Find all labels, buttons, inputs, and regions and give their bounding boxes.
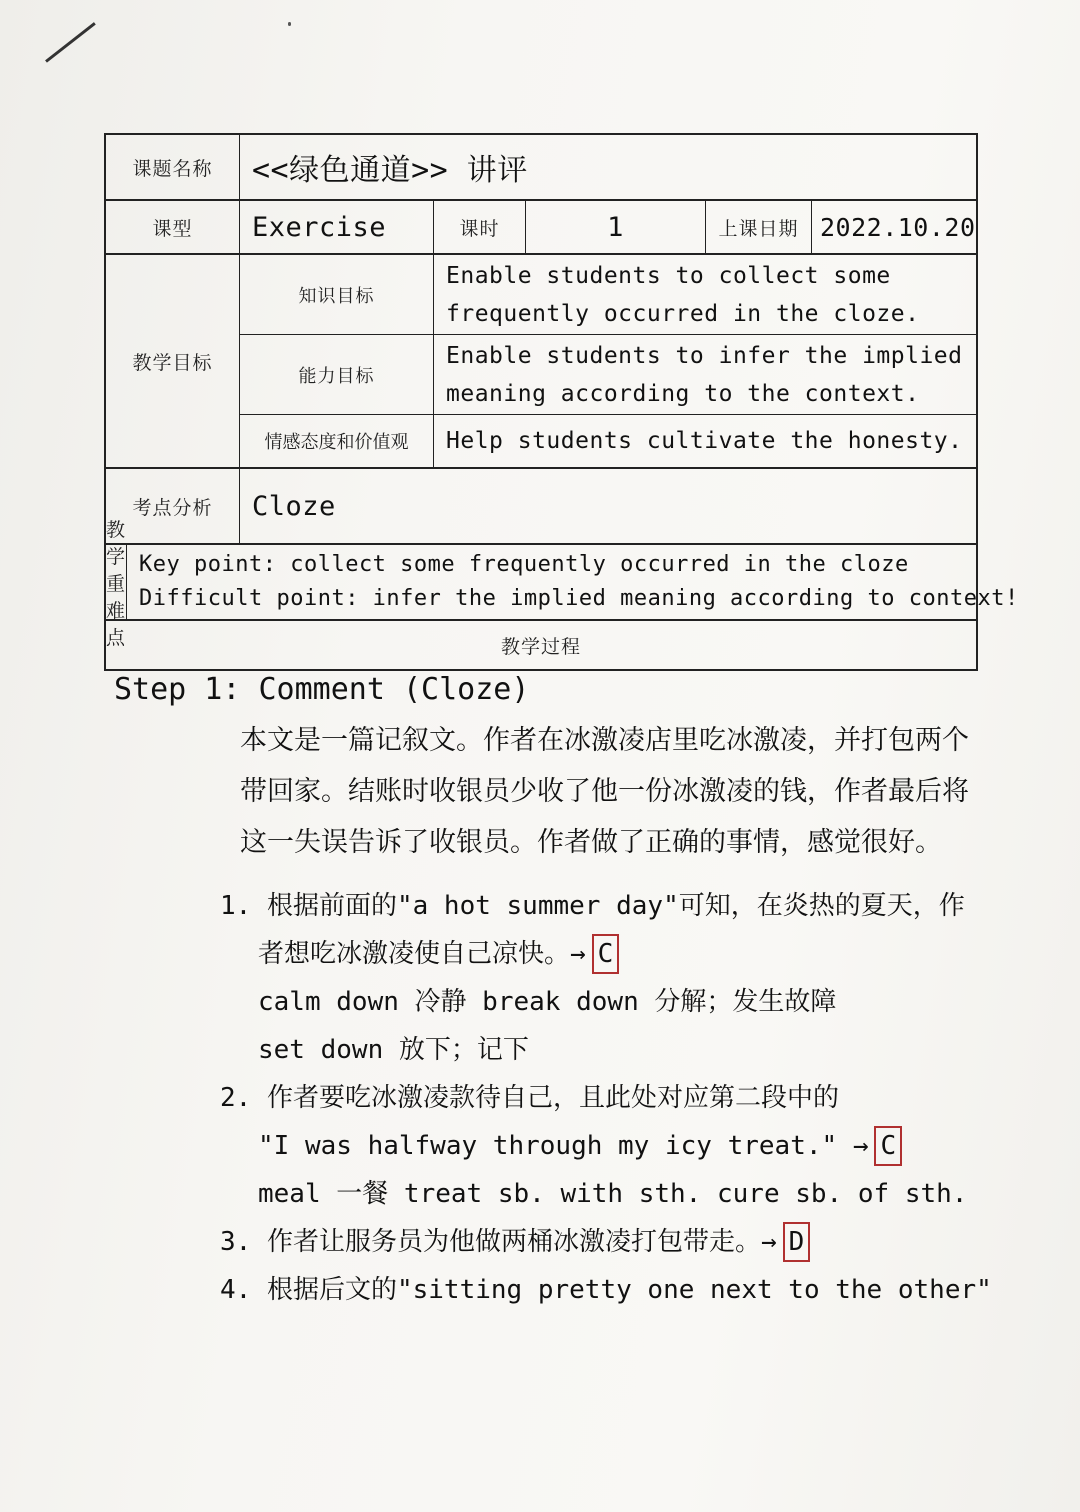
goal-value: Enable students to infer the implied meaning according to the context. <box>446 342 963 407</box>
course-type-row <box>104 201 978 255</box>
answer-item-1 <box>220 882 990 1074</box>
process-label: 教学过程 <box>500 635 581 658</box>
lesson-plan-form <box>104 133 1019 671</box>
item-line: 3. 作者让服务员为他做两桶冰激凌打包带走。→ <box>220 1227 777 1257</box>
item-line: 2. 作者要吃冰激凌款待自己，且此处对应第二段中的 <box>220 1083 839 1113</box>
exam-label: 考点分析 <box>106 469 240 543</box>
course-type-value: Exercise <box>240 201 434 253</box>
item-line: 4. 根据后文的"sitting pretty one next to the other" <box>220 1275 992 1305</box>
pen-stroke <box>45 22 96 63</box>
goals-row <box>104 255 978 469</box>
step-heading: Step 1: Comment (Cloze) <box>114 672 530 707</box>
key-point: Key point: collect some frequently occurred in the cloze <box>139 552 909 577</box>
goal-ability <box>240 335 976 415</box>
ink-dot <box>288 22 291 26</box>
goal-label: 情感态度和价值观 <box>240 415 434 467</box>
process-content <box>110 672 990 1314</box>
item-line: calm down 冷静 break down 分解；发生故障 <box>258 987 837 1017</box>
goal-value: Enable students to collect some frequently occurred in the cloze. <box>446 262 920 327</box>
key-points <box>127 545 1019 619</box>
summary-paragraph: 本文是一篇记叙文。作者在冰激凌店里吃冰激凌，并打包两个带回家。结账时收银员少收了他一份冰激凌的钱，作者最后将这一失误告诉了收银员。作者做了正确的事情，感觉很好。 <box>240 725 969 858</box>
exam-row <box>104 469 978 545</box>
answer-box: C <box>874 1126 902 1166</box>
goal-knowledge <box>240 255 976 335</box>
item-line: set down 放下；记下 <box>258 1035 529 1065</box>
answer-item-4 <box>220 1266 990 1314</box>
answer-box: D <box>783 1222 811 1262</box>
period-label: 课时 <box>434 201 526 253</box>
goal-label: 能力目标 <box>240 335 434 414</box>
period-value: 1 <box>526 201 706 253</box>
goal-value: Help students cultivate the honesty. <box>446 428 963 454</box>
item-line: meal 一餐 treat sb. with sth. cure sb. of sth. <box>258 1179 968 1209</box>
course-name-value: <<绿色通道>> 讲评 <box>252 153 528 188</box>
item-text: 者想吃冰激凌使自己凉快。→ <box>258 939 586 969</box>
course-type-label: 课型 <box>106 201 240 253</box>
goal-label: 知识目标 <box>240 255 434 334</box>
goal-attitude <box>240 415 976 467</box>
goals-label: 教学目标 <box>106 255 240 467</box>
difficult-point: Difficult point: infer the implied meaning according to context! <box>139 586 1019 611</box>
goals-table <box>240 255 976 467</box>
process-header-row <box>104 621 978 671</box>
key-label: 教学重难点 <box>106 518 127 649</box>
course-name-label: 课题名称 <box>106 135 240 199</box>
date-label: 上课日期 <box>706 201 812 253</box>
item-line: 1. 根据前面的"a hot summer day"可知，在炎热的夏天，作 <box>220 891 965 921</box>
date-value: 2022.10.20 <box>820 212 976 242</box>
answer-box: C <box>592 934 620 974</box>
course-name-row <box>104 133 978 201</box>
answer-item-2 <box>220 1074 990 1218</box>
answer-item-3 <box>220 1218 990 1266</box>
exam-value: Cloze <box>252 490 336 522</box>
item-line <box>220 1122 990 1170</box>
item-text: "I was halfway through my icy treat." → <box>258 1131 869 1161</box>
item-line <box>220 930 990 978</box>
